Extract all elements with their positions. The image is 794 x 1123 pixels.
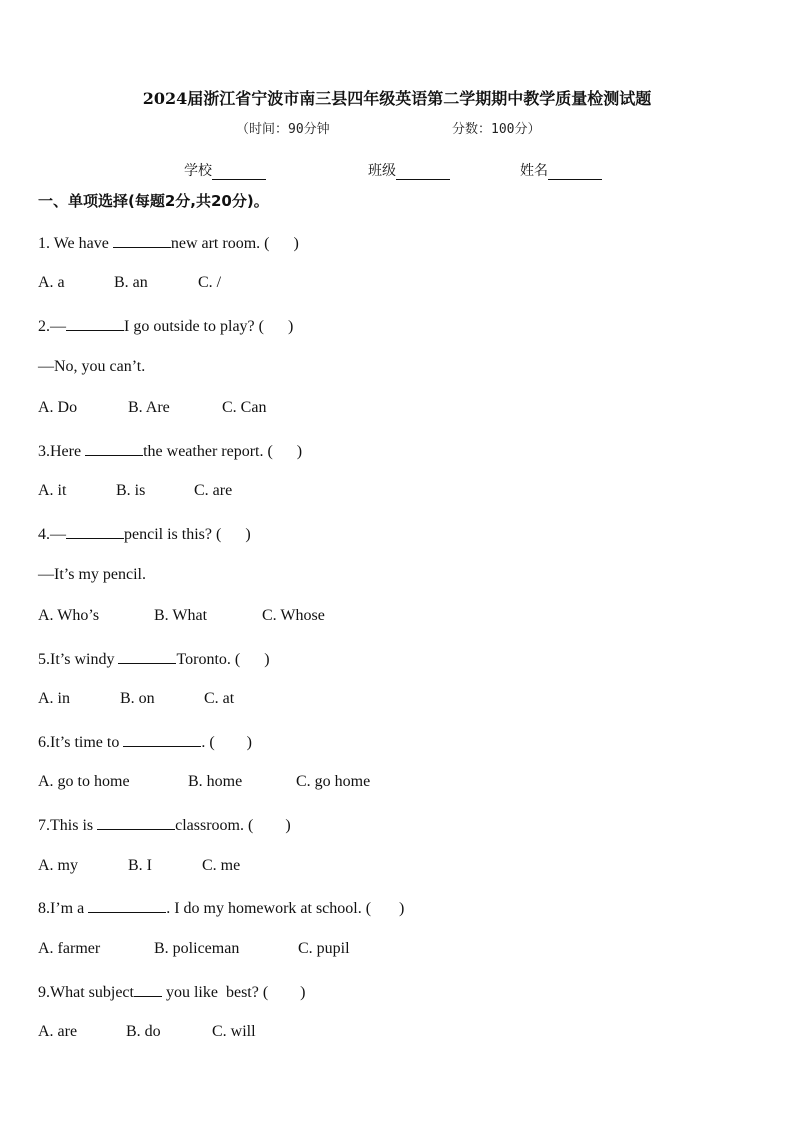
name-label: 姓名	[520, 163, 548, 179]
answer-blank[interactable]	[118, 649, 176, 664]
option-a[interactable]: A. are	[38, 1023, 78, 1040]
question-text: 8.I’m a	[38, 900, 89, 917]
question-5	[38, 649, 270, 669]
question-text: I go outside to play? ( )	[124, 318, 294, 335]
option-b[interactable]: B. on	[120, 690, 155, 707]
answer-blank[interactable]	[85, 441, 143, 456]
question-text: classroom. ( )	[175, 817, 291, 834]
school-field	[184, 160, 266, 180]
option-c[interactable]: C. Whose	[262, 607, 325, 624]
option-c[interactable]: C. Can	[222, 399, 267, 416]
option-b[interactable]: B. do	[126, 1023, 161, 1040]
question-text: the weather report. ( )	[143, 443, 303, 460]
option-a[interactable]: A. Do	[38, 399, 78, 416]
question-text: you like best? ( )	[161, 984, 306, 1001]
answer-blank[interactable]	[113, 233, 171, 248]
option-c[interactable]: C. at	[204, 690, 235, 707]
student-info	[0, 160, 794, 180]
school-blank[interactable]	[212, 165, 266, 180]
answer-blank[interactable]	[97, 815, 175, 830]
option-b[interactable]: B. is	[116, 482, 146, 499]
question-text: . I do my homework at school. ( )	[166, 900, 405, 917]
question-text: pencil is this? ( )	[124, 526, 251, 543]
option-c[interactable]: C. /	[198, 274, 222, 291]
option-a[interactable]: A. Who’s	[38, 607, 100, 624]
answer-blank[interactable]	[134, 982, 162, 997]
question-1	[38, 233, 299, 253]
exam-title: 2024届浙江省宁波市南三县四年级英语第二学期期中教学质量检测试题	[142, 89, 652, 108]
question-text: 9.What subject	[38, 984, 134, 1001]
question-4	[38, 524, 251, 544]
question-text: 1. We have	[38, 235, 113, 252]
option-a[interactable]: A. in	[38, 690, 70, 707]
option-b[interactable]: B. an	[114, 274, 148, 291]
question-text: 3.Here	[38, 443, 86, 460]
question-text: 5.It’s windy	[38, 651, 119, 668]
question-8	[38, 898, 404, 918]
question-text: 7.This is	[38, 817, 98, 834]
option-a[interactable]: A. a	[38, 274, 65, 291]
option-c[interactable]: C. are	[194, 482, 233, 499]
dialogue-4: —It’s my pencil.	[38, 566, 146, 583]
option-b[interactable]: B. home	[188, 773, 243, 790]
question-9	[38, 982, 306, 1002]
dialogue-2: —No, you can’t.	[38, 358, 146, 375]
class-field	[368, 160, 450, 180]
question-text: . ( )	[201, 734, 252, 751]
question-text: 4.—	[38, 526, 66, 543]
option-a[interactable]: A. farmer	[38, 940, 101, 957]
time-limit: （时间：90分钟	[236, 122, 330, 137]
option-c[interactable]: C. pupil	[298, 940, 350, 957]
question-3	[38, 441, 302, 461]
question-text: 6.It’s time to	[38, 734, 124, 751]
option-a[interactable]: A. go to home	[38, 773, 130, 790]
question-2	[38, 316, 293, 336]
answer-blank[interactable]	[123, 732, 201, 747]
question-text: Toronto. ( )	[176, 651, 270, 668]
option-c[interactable]: C. will	[212, 1023, 256, 1040]
school-label: 学校	[184, 163, 212, 179]
question-text: 2.—	[38, 318, 66, 335]
answer-blank[interactable]	[66, 524, 124, 539]
question-6	[38, 732, 252, 752]
option-b[interactable]: B. Are	[128, 399, 170, 416]
class-blank[interactable]	[396, 165, 450, 180]
option-c[interactable]: C. go home	[296, 773, 371, 790]
option-b[interactable]: B. I	[128, 857, 152, 874]
name-field	[520, 160, 602, 180]
class-label: 班级	[368, 163, 396, 179]
name-blank[interactable]	[548, 165, 602, 180]
option-b[interactable]: B. policeman	[154, 940, 240, 957]
option-b[interactable]: B. What	[154, 607, 208, 624]
answer-blank[interactable]	[66, 316, 124, 331]
section-heading: 一、单项选择(每题2分,共20分)。	[38, 192, 269, 210]
question-text: new art room. ( )	[170, 235, 299, 252]
answer-blank[interactable]	[88, 898, 166, 913]
option-c[interactable]: C. me	[202, 857, 241, 874]
question-7	[38, 815, 291, 835]
option-a[interactable]: A. my	[38, 857, 78, 874]
option-a[interactable]: A. it	[38, 482, 67, 499]
total-score: 分数：100分）	[452, 122, 541, 137]
